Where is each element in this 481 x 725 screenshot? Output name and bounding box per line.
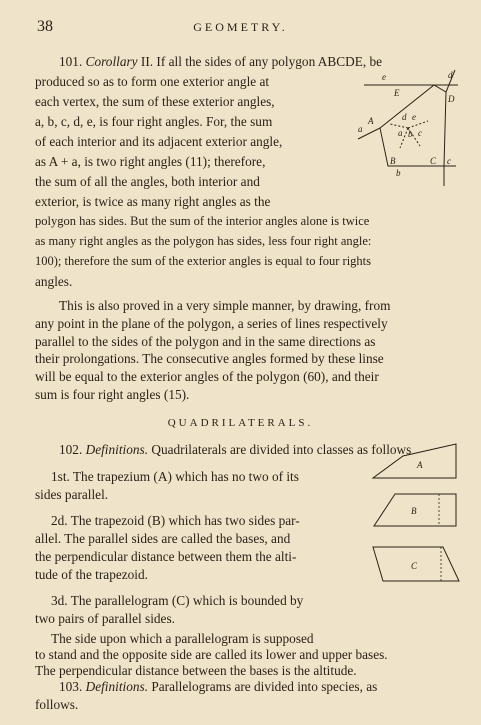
parallelogram-line: two pairs of parallel sides. (35, 611, 175, 627)
polygon-label: a (398, 128, 403, 138)
base-line: The side upon which a parallelogram is supposed (51, 630, 314, 646)
definitions-103: 103. Definitions. Parallelograms are divided into species, as (59, 678, 378, 694)
trapezium-label: A (417, 460, 423, 471)
polygon-label: E (394, 88, 400, 98)
parallelogram-figure (369, 543, 461, 585)
base-line: to stand and the opposite side are called its lower and upper bases. (35, 646, 388, 662)
running-title: GEOMETRY. (193, 20, 288, 34)
parallel-line (408, 121, 428, 128)
polygon-label: a (358, 124, 363, 134)
polygon-label: d (402, 112, 407, 122)
corollary-line: a, b, c, d, e, is four right angles. For, the sum (35, 114, 273, 129)
proof-line: sum is four right angles (15). (35, 386, 190, 402)
trapezoid-label: B (411, 505, 417, 516)
corollary-line: polygon has sides. But the sum of the interior angles alone is twice (35, 214, 370, 228)
corollary-line: as A + a, is two right angles (11); therefore, (35, 154, 266, 169)
parallelogram-label: C (411, 561, 418, 572)
polygon-label: b (408, 129, 413, 139)
polygon-label: e (382, 72, 386, 82)
polygon-label: d (448, 70, 453, 80)
proof-line: their prolongations. The consecutive angles formed by these linse (35, 351, 384, 367)
trapezoid-figure (369, 490, 461, 532)
proof-line: parallel to the sides of the polygon and in the same directions as (35, 333, 376, 349)
polygon-label: e (412, 112, 416, 122)
trapezium-figure (369, 440, 461, 482)
polygon-label: b (396, 168, 401, 178)
page-header (0, 18, 481, 38)
corollary-line: of each interior and its adjacent exterior angle, (35, 134, 283, 149)
corollary-line: 100); therefore the sum of the exterior angles is equal to four rights (35, 254, 372, 268)
trapezoid-line: the perpendicular distance between them the alti- (35, 548, 297, 564)
corollary-line: the sum of all the angles, both interior and (35, 174, 260, 189)
polygon-label: A (368, 116, 374, 126)
proof-line: any point in the plane of the polygon, a series of lines respectively (35, 315, 388, 331)
trapezium-line: sides parallel. (35, 486, 109, 502)
corollary-line: exterior, is twice as many right angles as the (35, 194, 271, 209)
polygon-label: c (418, 128, 422, 138)
trapezoid-line: allel. The parallel sides are called the bases, and (35, 531, 291, 547)
corollary-line: each vertex, the sum of these exterior angles, (35, 94, 275, 109)
parallelogram-line: 3d. The parallelogram (C) which is bounded by (51, 593, 304, 609)
definitions-103-cont: follows. (35, 696, 79, 712)
polygon-label: C (430, 156, 437, 166)
proof-line: This is also proved in a very simple manner, by drawing, from (59, 298, 391, 313)
corollary-line: angles. (35, 274, 73, 289)
corollary-line: as many right angles as the polygon has sides, less four right angle: (35, 234, 372, 248)
corollary-first-line: 101. Corollary II. If all the sides of any polygon ABCDE, be (59, 54, 383, 69)
polygon-figure (350, 66, 465, 191)
section-title: QUADRILATERALS. (167, 416, 314, 429)
corollary-line: produced so as to form one exterior angle at (35, 74, 270, 89)
polygon-label: D (448, 94, 455, 104)
page-number: 38 (37, 18, 53, 35)
proof-line: will be equal to the exterior angles of the polygon (60), and their (35, 369, 379, 385)
trapezium-line: 1st. The trapezium (A) which has no two of its (51, 468, 299, 484)
polygon-label: B (390, 156, 396, 166)
trapezoid-line: 2d. The trapezoid (B) which has two sides par- (51, 513, 300, 529)
trapezium-shape (373, 444, 456, 478)
polygon-label: c (447, 156, 451, 166)
definitions-102: 102. Definitions. Quadrilaterals are divided into classes as follows (59, 442, 412, 458)
base-line: The perpendicular distance between the bases is the altitude. (35, 662, 357, 678)
trapezoid-line: tude of the trapezoid. (35, 566, 148, 582)
polygon-outline (380, 85, 446, 166)
